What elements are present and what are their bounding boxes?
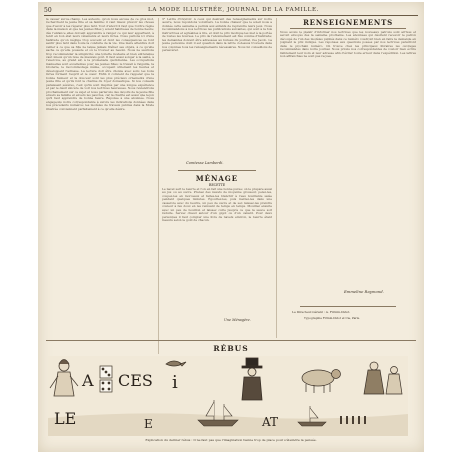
menage-subtitle: RECETTE [208,183,226,187]
rebus-letter: E [144,417,153,431]
left-column-text: la causer sur-le-champ. Les auteurs, qu'on nous excuse de ce gros mot, recherchent la jeune fille et sa famille; il vaut mieux prévoir les choses que d'avoir à les réparer plus tard. Tout d'abord il faut que l'ordre règne dans la maison et que les jeunes filles y soient habituées de bonne heure; dès l'enfance elles doivent apprendre à ranger ce qui leur appartient, à tenir en bon état leurs vêtements et leurs livres. Nous parlons ici d'une habitude qu'on néglige trop souvent et dont les conséquences se font sentir plus tard dans toute la conduite de la vie. Une mère attentive doit veiller à ce que sa fille ne laisse jamais traîner ses objets, à ce qu'elle sache ce qu'elle possède et où le trouver au besoin. Nous ne saurions trop recommander la simplicité; une toilette modeste et bien entretenue vaut mieux qu'un luxe de mauvais goût. Il faut aussi songer à la santé, à l'exercice, au grand air, à la promenade quotidienne. Les occupations manuelles sont excellentes pour les jeunes filles; le travail à l'aiguille, la broderie, le raccommodage même, occupent utilement les heures et développent l'adresse. La lecture doit être choisie avec soin; les bons livres forment l'esprit et le cœur. Enfin il convient de rappeler que la bonne humeur et la douceur sont les plus précieux ornements d'une jeune fille et qu'ils font le charme du foyer domestique. Si nos conseils paraissent sévères, c'est qu'ils sont inspirés par une longue expérience et par le désir sincère de voir nos lectrices heureuses. Nous reviendrons prochainement sur ce sujet et nous parlerons des devoirs de la jeune fille envers sa famille et envers les pauvres, car la charité est aussi une leçon qu'il faut apprendre de bonne heure. Réponse à une abonnée. Nous engageons notre correspondante à suivre les indications données dans nos précédents numéros; les modèles de travaux publiés dans la Mode illustrée conviennent parfaitement à ce qu'elle désire. [46,18,154,111]
middle-column-signature: Comtesse Lamberdi. [186,161,224,165]
menage-title: MÉNAGE [195,174,239,183]
page-number: 50 [44,7,52,14]
journal-title: LA MODE ILLUSTRÉE, JOURNAL DE LA FAMILLE. [148,7,320,13]
editor-line: Le Directeur-Gérant : A. Firmin-Didot. [292,310,351,314]
rebus-letter: i [172,372,178,393]
section-rule [178,170,256,171]
newspaper-page [38,2,424,452]
heading-rule [290,28,406,29]
rebus-letter: CES [118,371,153,390]
menage-signature: Une Ménagère. [224,318,251,322]
rebus-top-rule [46,340,416,341]
column-divider [158,18,159,354]
rebus-title: RÉBUS [213,344,249,353]
right-column-signature: Emmeline Raymond. [344,289,384,294]
printer-line: Typographie Firmin-Didot et Cie, Paris. [304,316,360,320]
rebus-letter: A [82,371,94,390]
footer-rule [300,306,396,307]
rebus-letter: LE [54,409,77,428]
menage-recipe-text: Le navet sert le beurre et l'on en fait une bonne purée; on le prépare aussi au jus ou au sucre. Prenez des navets de moyenne grosseur, pelez-les, coupez-les en morceaux et faites-les blanchir à l'eau bouillante salée pendant quelques minutes. Égouttez-les, puis mettez-les dans une casserole avec du beurre, un peu de sucre et de sel; laissez-les prendre couleur à feu doux en les remuant de temps en temps. Mouillez ensuite avec un peu de bouillon et laissez cuire jusqu'à ce que la sauce soit réduite. Servez chaud autour d'un gigot ou d'un canard. Pour deux personnes il faut compter une livre de navets environ, le beurre étant mesuré selon le goût de chacun. [162,188,272,223]
right-column-text: Nous avons le plaisir d'informer nos lectrices que les nouveaux patrons sont arrivés et seront envoyés dès la semaine prochaine. Les abonnées qui désirent recevoir le patron découpé de l'un des modèles publiés dans ce numéro voudront bien en faire la demande en joignant le prix indiqué. Les réponses aux questions posées par nos lectrices paraîtront dans le prochain numéro. On trouve chez les principaux libraires les ouvrages recommandés dans notre journal. Nous prions nos correspondantes de vouloir bien écrire lisiblement leur nom et leur adresse afin d'éviter toute erreur dans l'expédition. Les lettres non affranchies ne sont pas reçues. [280,31,416,59]
middle-column-text: 3° Lettre d'Ouvroir. A ceux qui désirent des renseignements sur notre œuvre, nous répondons volontiers. La bonne chaleur que le soleil nous a donnée cette semaine a permis aux enfants de reprendre leurs jeux. Nous recommandons à nos lectrices les publications suivantes, qui sont à la fois instructives et agréables à lire, et dont le prix modique les met à la portée de toutes les bourses. Le prix de l'abonnement est fixé comme d'habitude; les demandes doivent être adressées au bureau du journal, rue Jacob. La jeune personne dont il est question dans la lettre ci-dessus trouvera dans nos colonnes tous les renseignements nécessaires. Nous lui conseillons de persévérer. [162,18,272,53]
header-rule [44,15,418,16]
rebus-caption: Explication du dernier rébus : Il ne faut pas que l'imagination tienne trop de place pour s'éteindre la pensée. [145,438,317,442]
rebus-letter: AT [262,415,279,429]
renseignements-heading: RENSEIGNEMENTS [303,18,393,27]
column-divider [276,18,277,338]
rebus-illustration [48,356,408,436]
